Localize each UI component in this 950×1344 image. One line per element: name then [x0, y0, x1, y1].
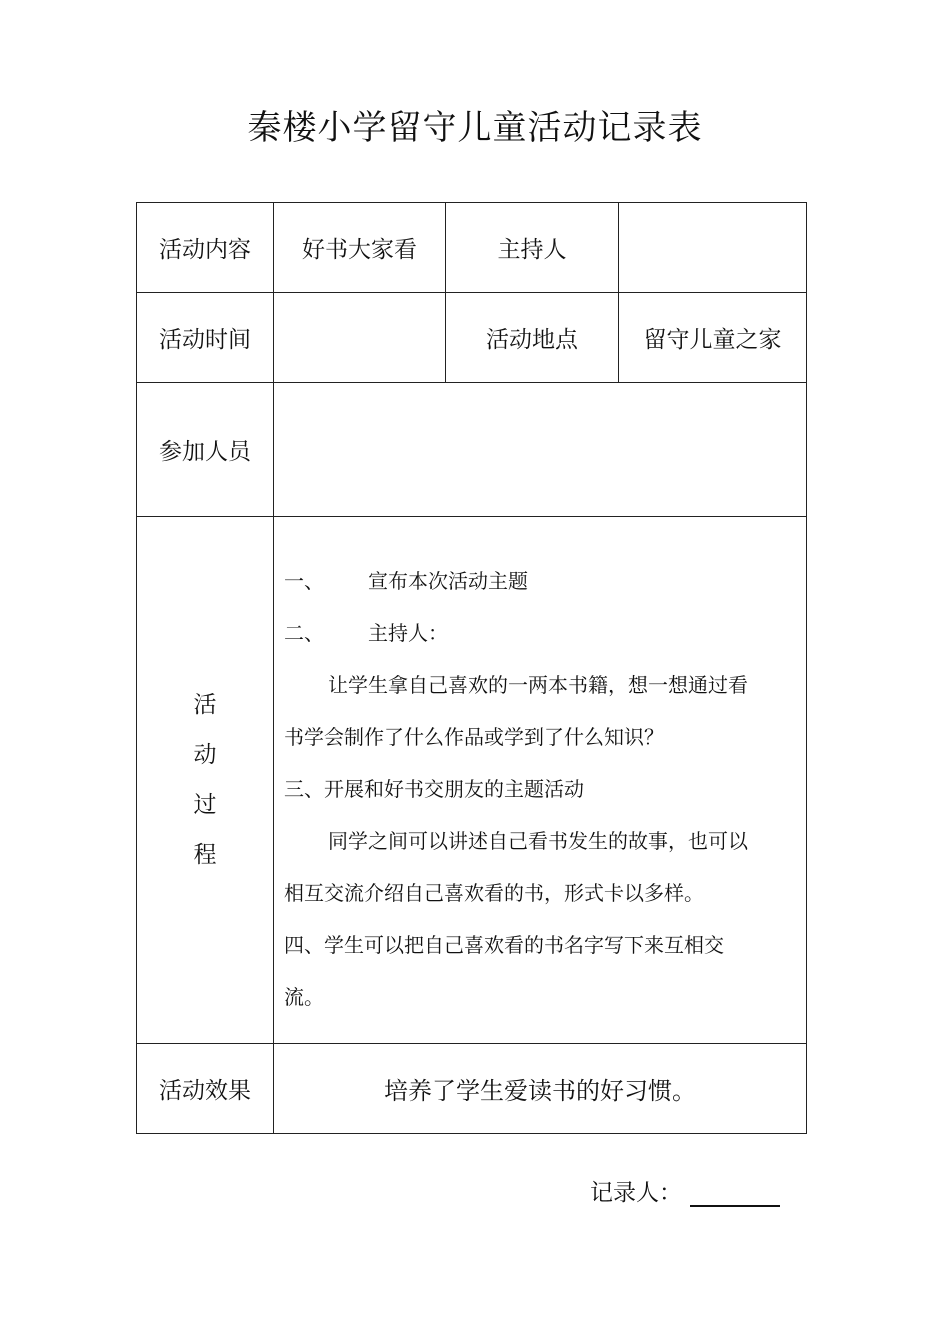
host-value [619, 203, 807, 293]
process-line: 三、开展和好书交朋友的主题活动 [284, 777, 584, 801]
process-line [284, 607, 796, 659]
effect-label: 活动效果 [137, 1044, 274, 1134]
recorder-signature-line[interactable] [690, 1175, 780, 1207]
list-number: 二、 [284, 621, 324, 645]
content-label: 活动内容 [137, 203, 274, 293]
process-label-char: 过 [193, 792, 217, 818]
list-text: 主持人： [368, 621, 448, 645]
participants-value [274, 383, 807, 517]
process-line: 书学会制作了什么作品或学到了什么知识？ [284, 725, 664, 749]
time-value [274, 293, 446, 383]
process-label [137, 517, 274, 1044]
page-title: 秦楼小学留守儿童活动记录表 [247, 108, 703, 148]
process-line [284, 659, 796, 711]
process-line: 流。 [284, 985, 324, 1009]
paragraph-text: 让学生拿自己喜欢的一两本书籍，想一想通过看 [328, 673, 748, 697]
process-line: 相互交流介绍自己喜欢看的书，形式卡以多样。 [284, 881, 704, 905]
list-text: 宣布本次活动主题 [368, 569, 528, 593]
effect-value: 培养了学生爱读书的好习惯。 [274, 1044, 807, 1134]
process-label-char: 动 [193, 742, 217, 768]
place-label: 活动地点 [446, 293, 619, 383]
paragraph-text: 同学之间可以讲述自己看书发生的故事，也可以 [328, 829, 748, 853]
table-row [137, 293, 807, 383]
participants-label: 参加人员 [137, 383, 274, 517]
process-label-char: 程 [193, 842, 217, 868]
place-value: 留守儿童之家 [619, 293, 807, 383]
process-label-char: 活 [193, 692, 217, 718]
time-label: 活动时间 [137, 293, 274, 383]
process-content [274, 517, 807, 1044]
host-label: 主持人 [446, 203, 619, 293]
content-value: 好书大家看 [274, 203, 446, 293]
table-row [137, 1044, 807, 1134]
activity-record-table [136, 202, 807, 1134]
process-line [284, 555, 796, 607]
list-number: 一、 [284, 569, 324, 593]
process-line: 四、学生可以把自己喜欢看的书名字写下来互相交 [284, 933, 724, 957]
process-line [284, 815, 796, 867]
table-row [137, 203, 807, 293]
recorder-field [590, 1174, 780, 1207]
recorder-label: 记录人： [590, 1180, 682, 1206]
table-row [137, 517, 807, 1044]
table-row [137, 383, 807, 517]
